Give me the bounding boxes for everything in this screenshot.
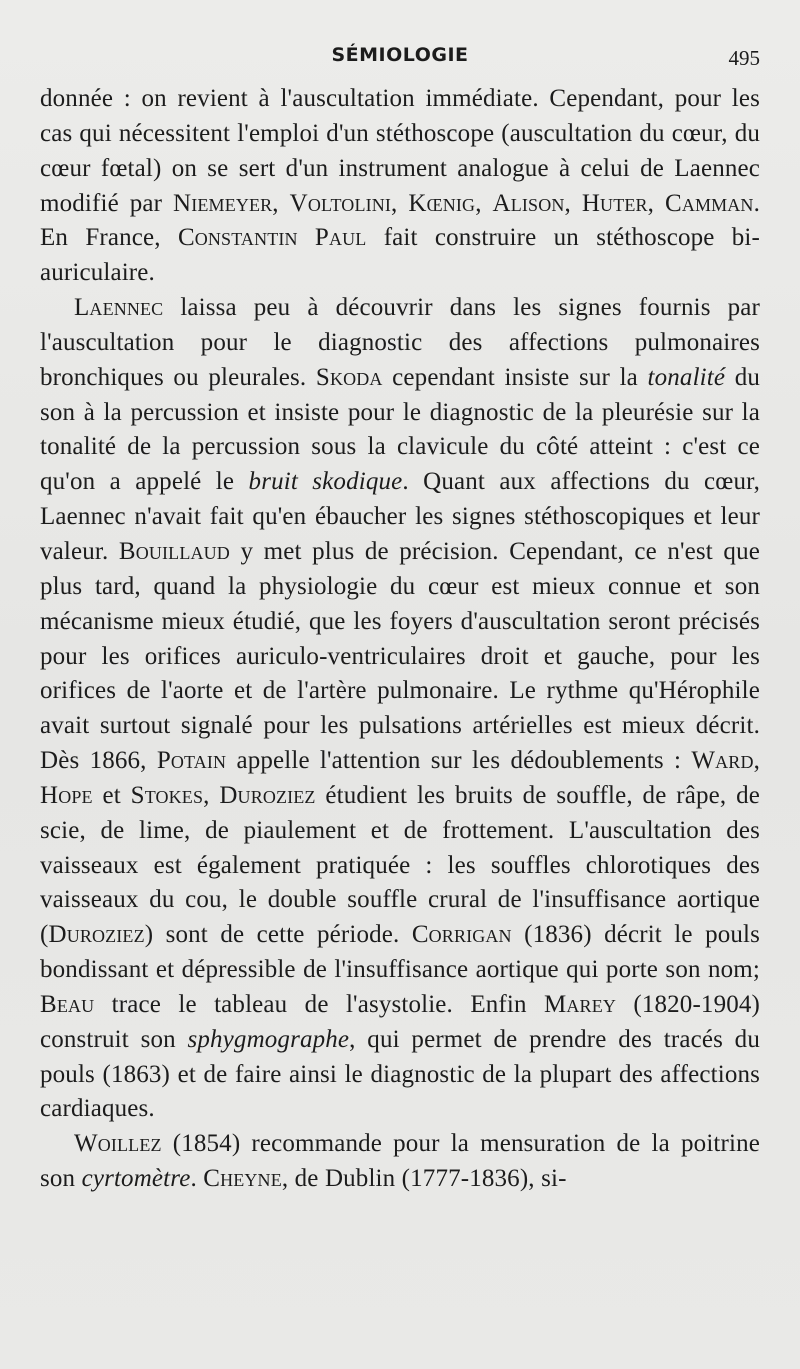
text-run: , bbox=[647, 189, 665, 217]
author-name: Camman bbox=[665, 189, 754, 217]
text-run: . En France, bbox=[40, 189, 760, 252]
text-run: , bbox=[272, 189, 290, 217]
italic-term: bruit skodique bbox=[248, 468, 403, 496]
author-name: Duroziez bbox=[219, 781, 316, 809]
author-name: Voltolini bbox=[289, 189, 392, 217]
author-name: Alison bbox=[492, 189, 565, 217]
paragraph-2 bbox=[40, 291, 760, 1127]
text-run: , bbox=[203, 781, 220, 809]
paragraph-3 bbox=[40, 1127, 760, 1197]
author-name: Potain bbox=[156, 747, 227, 775]
author-name: Beau bbox=[40, 990, 95, 1018]
running-head: SÉMIOLOGIE bbox=[331, 44, 469, 66]
author-name: Duroziez bbox=[48, 921, 145, 949]
author-name: Stokes bbox=[130, 781, 204, 809]
author-name: Ward bbox=[691, 747, 754, 775]
italic-term: sphygmographe bbox=[187, 1025, 350, 1053]
text-run: trace le tableau de l'asystolie. Enfin bbox=[94, 990, 545, 1018]
author-name: Laennec bbox=[74, 294, 164, 322]
text-run: , qui permet de prendre des tracés du pouls (1863) et de faire ainsi le diagnostic de la plupart des affections cardiaques. bbox=[40, 1025, 760, 1123]
text-run: (1836) décrit le pouls bondissant et dépressible de l'insuffisance aortique qui porte son nom; bbox=[40, 921, 760, 984]
author-name: Bouillaud bbox=[118, 537, 230, 565]
text-run: ) sont de cette période. bbox=[144, 921, 412, 949]
author-name: Kœnig bbox=[408, 189, 476, 217]
author-name: Cheyne bbox=[203, 1165, 282, 1193]
text-run: fait construire un stéthoscope bi-auriculaire. bbox=[40, 224, 760, 287]
text-run: appelle l'attention sur les dédoublements : bbox=[226, 747, 692, 775]
author-name: Constantin Paul bbox=[177, 224, 367, 252]
text-run: , de Dublin (1777-1836), si- bbox=[281, 1165, 567, 1193]
text-run: cependant insiste sur la bbox=[382, 363, 648, 391]
author-name: Corrigan bbox=[411, 921, 512, 949]
text-run: et bbox=[92, 781, 131, 809]
body-text bbox=[40, 82, 760, 1197]
text-run: y met plus de précision. Cependant, ce n'est que plus tard, quand la physiologie du cœur est mieux connue et son mécanisme mieux étudié, que les foyers d'auscultation seront précisés pour les orifices auriculo-ventriculaires droit et gauche, pour les orifices de l'aorte et de l'artère pulmonaire. Le rythme qu'Hérophile avait surtout signalé pour les pulsations artérielles est mieux décrit. Dès 1866, bbox=[40, 537, 760, 775]
text-run: , bbox=[391, 189, 409, 217]
author-name: Hope bbox=[40, 781, 93, 809]
author-name: Skoda bbox=[315, 363, 383, 391]
text-run: donnée : on revient à l'auscultation immédiate. Cependant, pour les cas qui nécessitent l'emploi d'un stéthoscope (auscultation du cœur, du cœur fœtal) on se sert d'un instrument analogue à celui de Laennec modifié par bbox=[40, 85, 760, 217]
text-run: (1854) recommande pour la mensuration de la poitrine son bbox=[40, 1130, 760, 1193]
page-header bbox=[40, 0, 760, 82]
author-name: Marey bbox=[544, 990, 616, 1018]
text-run: (1820-1904) construit son bbox=[40, 990, 761, 1053]
author-name: Woillez bbox=[74, 1130, 162, 1158]
text-run: . Quant aux affections du cœur, Laennec n'avait fait qu'en ébaucher les signes stéthoscopiques et leur valeur. bbox=[40, 468, 760, 565]
italic-term: cyrtomètre bbox=[81, 1165, 191, 1193]
author-name: Huter bbox=[581, 189, 648, 217]
text-run: du son à la percussion et insiste pour le diagnostic de la pleurésie sur la tonalité de la percussion sous la clavicule du côté atteint : c'est ce qu'on a appelé le bbox=[40, 363, 761, 496]
text-run: , bbox=[564, 189, 582, 217]
author-name: Niemeyer bbox=[173, 189, 273, 217]
text-run: étudient les bruits de souffle, de râpe, de scie, de lime, de piaulement et de frottement. L'auscultation des vaisseaux est également pratiquée : les souffles chlorotiques des vaisseaux du cou, le double souffle crural de l'insuffisance aortique ( bbox=[40, 781, 760, 949]
page-number: 495 bbox=[728, 46, 760, 70]
text-run: , bbox=[753, 747, 760, 775]
italic-term: tonalité bbox=[647, 363, 726, 391]
paragraph-1 bbox=[40, 82, 760, 291]
text-run: , bbox=[475, 189, 493, 217]
text-run: . bbox=[190, 1165, 204, 1193]
text-run: laissa peu à découvrir dans les signes fournis par l'auscultation pour le diagnostic des affections pulmonaires bronchiques ou pleurales. bbox=[40, 294, 760, 391]
